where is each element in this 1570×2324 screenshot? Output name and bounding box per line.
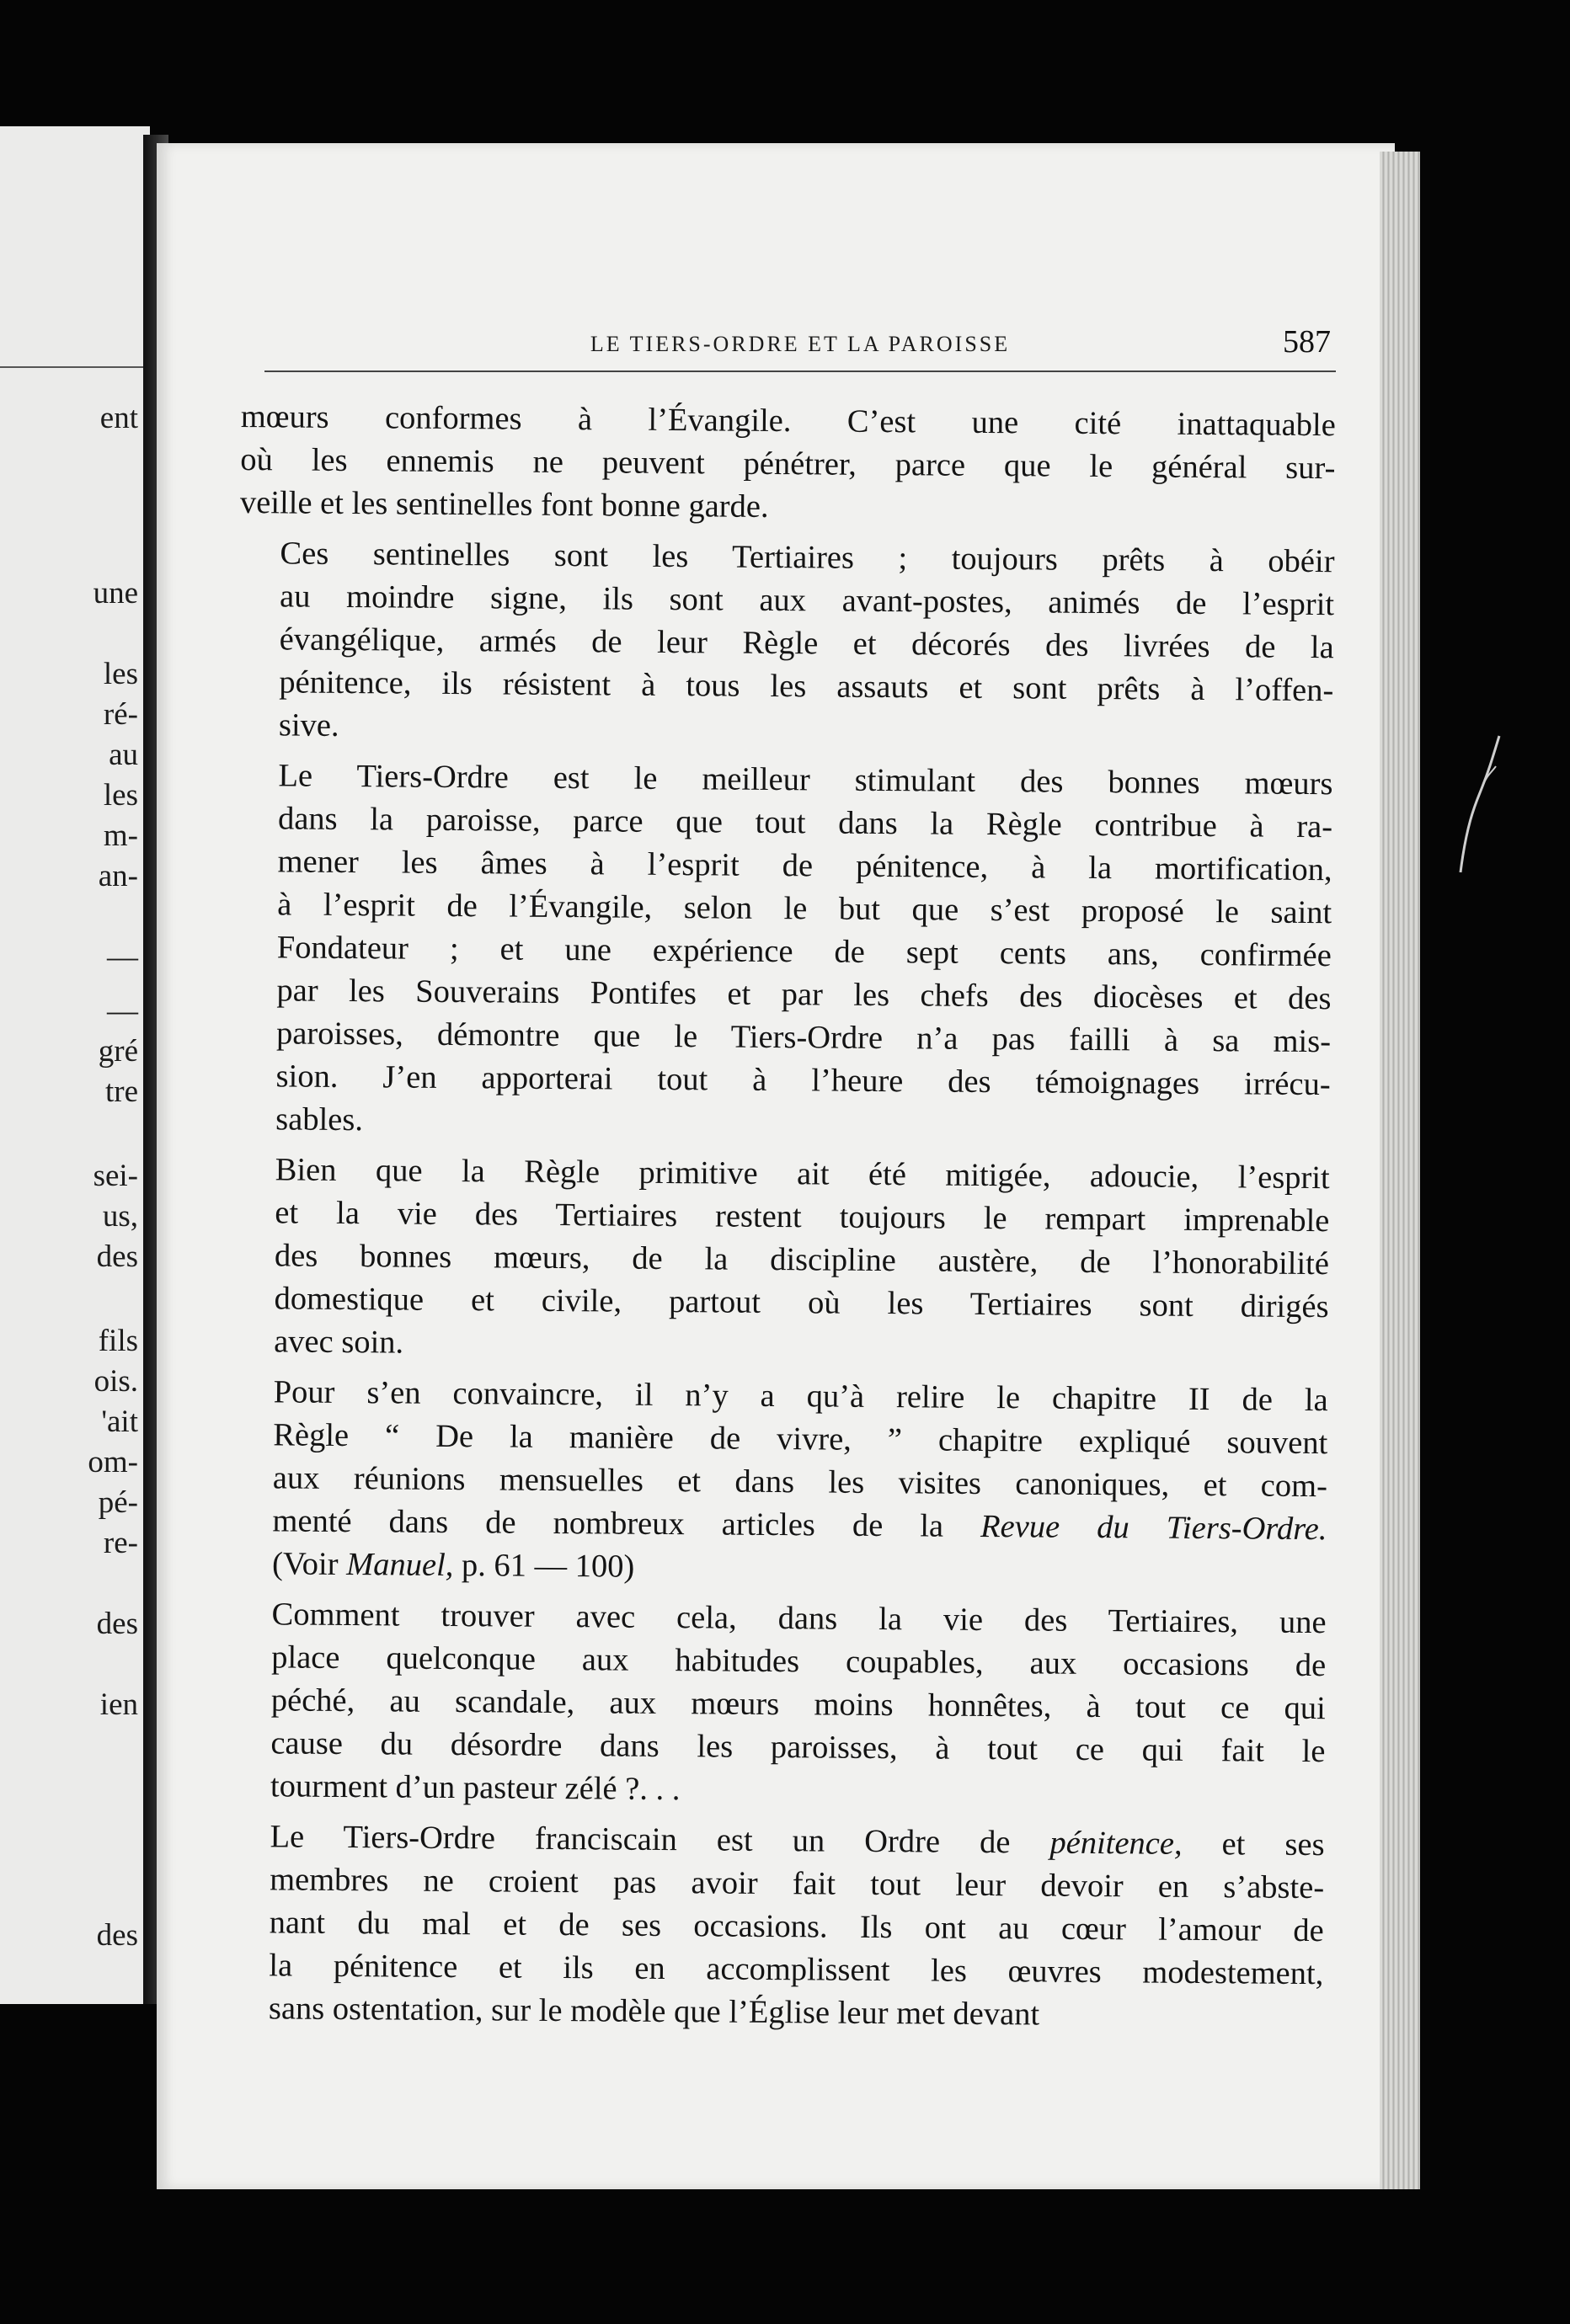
text-line: mener les âmes à l’esprit de pénitence, à la mortification,: [277, 844, 1332, 888]
text-line: Le Tiers-Ordre franciscain est un Ordre de pénitence, et ses: [270, 1819, 1325, 1863]
text-line: veille et les sentinelles font bonne garde.: [239, 484, 769, 525]
facing-page-word-fragment: sei-: [93, 1159, 138, 1193]
text-line: Bien que la Règle primitive ait été mitigée, adoucie, l’esprit: [275, 1152, 1330, 1197]
running-head: LE TIERS-ORDRE ET LA PAROISSE: [590, 332, 1011, 356]
paragraph: [230, 1593, 1327, 1816]
facing-page-word-fragment: —: [107, 940, 138, 974]
facing-page-word-fragment: ois.: [93, 1364, 138, 1399]
book-page: [157, 143, 1395, 2189]
text-line: où les ennemis ne peuvent pénétrer, parce que le général sur-: [240, 441, 1336, 487]
page-stack-edge: [1380, 152, 1420, 2189]
text-line: mœurs conformes à l’Évangile. C’est une cité inattaquable: [240, 398, 1336, 444]
facing-page-word-fragment: une: [93, 576, 138, 610]
paragraph: [228, 1815, 1325, 2039]
text-line: la pénitence et ils en accomplissent les œuvres modestement,: [269, 1948, 1324, 1992]
text-line: péché, au scandale, aux mœurs moins honnêtes, à tout ce qui: [270, 1682, 1326, 1727]
facing-page-word-fragment: des: [96, 1918, 138, 1953]
text-line: paroisses, démontre que le Tiers-Ordre n’a pas failli à sa mis-: [275, 1015, 1332, 1060]
text-line: place quelconque aux habitudes coupables, aux occasions de: [271, 1639, 1327, 1684]
text-line: Ces sentinelles sont les Tertiaires ; toujours prêts à obéir: [280, 536, 1335, 580]
text-line: Règle “ De la manière de vivre, ” chapitre expliqué souvent: [273, 1417, 1328, 1462]
facing-page-word-fragment: pé-: [98, 1485, 138, 1520]
text-line: sans ostentation, sur le modèle que l’Église leur met devant: [268, 1991, 1040, 2033]
facing-page-word-fragment: des: [96, 1239, 138, 1274]
text-line: sion. J’en apporterai tout à l’heure des témoignages irrécu-: [275, 1058, 1331, 1103]
body-text: [228, 396, 1336, 2046]
facing-page-word-fragment: tre: [104, 1074, 138, 1109]
text-line: Pour s’en convaincre, il n’y a qu’à relire le chapitre II de la: [273, 1374, 1328, 1419]
facing-page-word-fragment: —: [107, 994, 138, 1028]
text-line: au moindre signe, ils sont aux avant-postes, animés de l’esprit: [279, 578, 1335, 623]
text-line: Le Tiers-Ordre est le meilleur stimulant des bonnes mœurs: [278, 758, 1333, 802]
facing-page-word-fragment: ien: [99, 1687, 138, 1722]
facing-page-word-fragment: om-: [88, 1445, 138, 1479]
facing-page-rule: [0, 366, 150, 368]
facing-page-word-fragment: fils: [98, 1324, 138, 1358]
paragraph: [240, 396, 1336, 533]
text-line: cause du désordre dans les paroisses, à tout ce qui fait le: [270, 1725, 1326, 1770]
text-line: des bonnes mœurs, de la discipline austère, de l’honorabilité: [274, 1238, 1330, 1282]
facing-page-word-fragment: us,: [102, 1199, 138, 1234]
text-line: avec soin.: [274, 1324, 404, 1361]
facing-page-word-fragment: au: [109, 738, 138, 772]
text-line: Fondateur ; et une expérience de sept cents ans, confirmée: [276, 930, 1332, 974]
text-line: menté dans de nombreux articles de la Revue du Tiers-Ordre.: [272, 1503, 1327, 1548]
facing-page-word-fragment: des: [96, 1607, 138, 1641]
text-line: dans la paroisse, parce que tout dans la Règle contribue à ra-: [277, 801, 1333, 845]
facing-page-fragment: [0, 126, 150, 2004]
text-line: sables.: [275, 1101, 364, 1138]
facing-page-word-fragment: 'ait: [101, 1405, 138, 1439]
text-line: par les Souverains Pontifes et par les chefs des diocèses et des: [276, 973, 1332, 1017]
text-line: membres ne croient pas avoir fait tout leur devoir en s’abste-: [269, 1862, 1325, 1906]
text-line: à l’esprit de l’Évangile, selon le but que s’est proposé le saint: [277, 887, 1332, 931]
text-line: évangélique, armés de leur Règle et décorés des livrées de la: [279, 621, 1334, 666]
facing-page-word-fragment: an-: [98, 859, 138, 893]
page-header: [264, 320, 1336, 372]
stray-mark: [1455, 733, 1506, 876]
text-line: nant du mal et de ses occasions. Ils ont au cœur l’amour de: [269, 1905, 1324, 1949]
paragraph: [238, 532, 1335, 755]
facing-page-word-fragment: ent: [99, 401, 138, 435]
paragraph: [235, 754, 1333, 1149]
text-line: pénitence, ils résistent à tous les assauts et sont prêts à l’offen-: [279, 664, 1334, 709]
text-line: et la vie des Tertiaires restent toujours le rempart imprenable: [275, 1195, 1330, 1239]
facing-page-word-fragment: gré: [98, 1034, 138, 1069]
text-line: Comment trouver avec cela, dans la vie des Tertiaires, une: [271, 1596, 1327, 1641]
text-line: tourment d’un pasteur zélé ?. . .: [270, 1768, 681, 1808]
text-line: aux réunions mensuelles et dans les visites canoniques, et com-: [272, 1460, 1328, 1505]
paragraph: [232, 1371, 1328, 1594]
text-line: sive.: [278, 707, 339, 744]
facing-page-word-fragment: les: [103, 778, 138, 813]
text-line: (Voir Manuel, p. 61 — 100): [271, 1546, 635, 1585]
facing-page-word-fragment: ré-: [103, 697, 138, 732]
facing-page-word-fragment: re-: [103, 1526, 138, 1560]
page-number: 587: [1283, 324, 1331, 360]
facing-page-word-fragment: les: [103, 657, 138, 691]
facing-page-word-fragment: m-: [103, 818, 138, 853]
paragraph: [233, 1149, 1330, 1372]
text-line: domestique et civile, partout où les Tertiaires sont dirigés: [274, 1281, 1329, 1325]
